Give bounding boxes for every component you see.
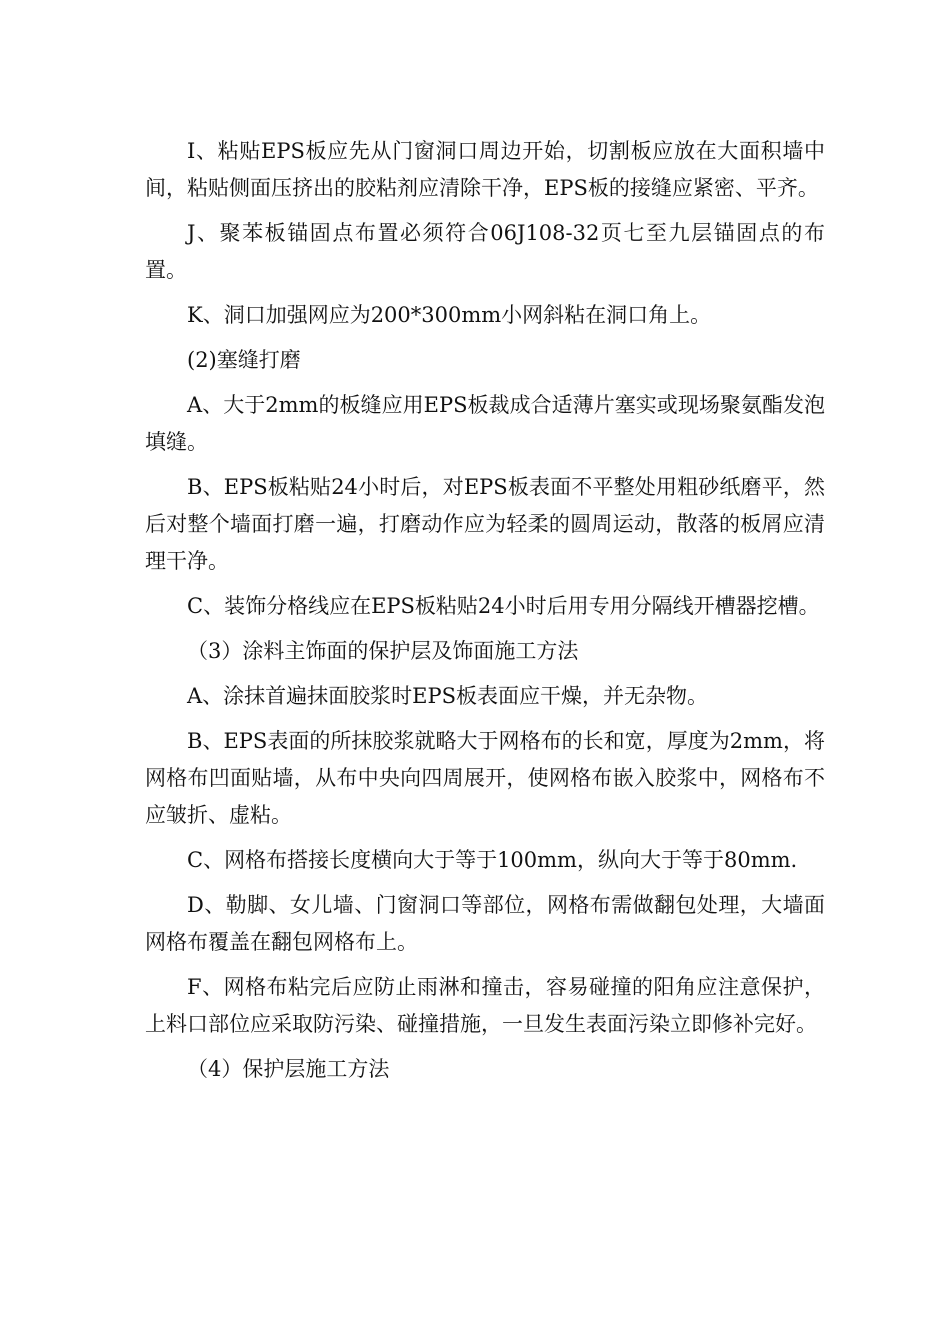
paragraph-item-a-first-coat: A、涂抹首遍抹面胶浆时EPS板表面应干燥，并无杂物。: [187, 684, 709, 708]
section-heading-protective-layer: （4）保护层施工方法: [187, 1057, 390, 1081]
paragraph-item-c-grooves: C、装饰分格线应在EPS板粘贴24小时后用专用分隔线开槽器挖槽。: [187, 594, 820, 618]
paragraph-item-a-joints: A、大于2mm的板缝应用EPS板裁成合适薄片塞实或现场聚氨酯发泡填缝。: [145, 393, 825, 454]
section-heading-caulking-sanding: (2)塞缝打磨: [187, 348, 301, 372]
paragraph-item-j: J、聚苯板锚固点布置必须符合06J108-32页七至九层锚固点的布置。: [145, 221, 825, 282]
section-heading-coating-finish: （3）涂料主饰面的保护层及饰面施工方法: [187, 639, 579, 663]
document-body: [145, 133, 825, 1096]
paragraph-item-b-mesh: B、EPS表面的所抹胶浆就略大于网格布的长和宽，厚度为2mm，将网格布凹面贴墙，从布中央向四周展开，使网格布嵌入胶浆中，网格布不应皱折、虚粘。: [145, 729, 825, 827]
paragraph-item-k: K、洞口加强网应为200*300mm小网斜粘在洞口角上。: [187, 303, 712, 327]
paragraph-item-f-protection: F、网格布粘完后应防止雨淋和撞击，容易碰撞的阳角应注意保护，上料口部位应采取防污染、碰撞措施，一旦发生表面污染立即修补完好。: [145, 975, 825, 1036]
paragraph-item-i: I、粘贴EPS板应先从门窗洞口周边开始，切割板应放在大面积墙中间，粘贴侧面压挤出的胶粘剂应清除干净，EPS板的接缝应紧密、平齐。: [145, 139, 825, 200]
paragraph-item-b-sanding: B、EPS板粘贴24小时后，对EPS板表面不平整处用粗砂纸磨平，然后对整个墙面打磨一遍，打磨动作应为轻柔的圆周运动，散落的板屑应清理干净。: [145, 475, 825, 573]
paragraph-item-d-wrap: D、勒脚、女儿墙、门窗洞口等部位，网格布需做翻包处理，大墙面网格布覆盖在翻包网格布上。: [145, 893, 825, 954]
paragraph-item-c-overlap: C、网格布搭接长度横向大于等于100mm，纵向大于等于80mm.: [187, 848, 798, 872]
